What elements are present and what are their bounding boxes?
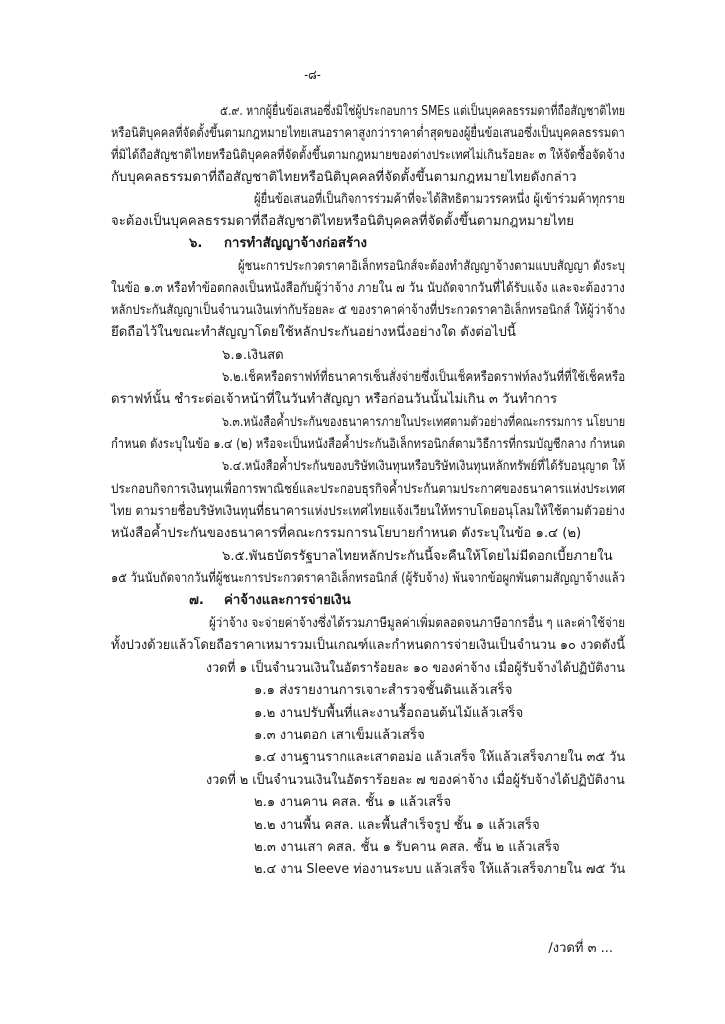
section-7-title: ค่าจ้างและการจ่ายเงิน — [224, 593, 351, 608]
installment-2-heading: งวดที่ ๒ เป็นจำนวนเงินในอัตราร้อยละ ๗ ของค่าจ้าง เมื่อผู้รับจ้างได้ปฏิบัติงาน — [206, 773, 625, 788]
section-6-4-line-2: ประกอบกิจการเงินทุนเพื่อการพาณิชย์และประกอบธุรกิจค้ำประกันตามประกาศของธนาคารแห่งประเทศ — [111, 482, 626, 497]
section-6-3-line-1: ๖.๓.หนังสือค้ำประกันของธนาคารภายในประเทศตามตัวอย่างที่คณะกรรมการ นโยบาย — [222, 415, 626, 430]
installment-1-item-1: ๑.๑ ส่งรายงานการเจาะสำรวจชั้นดินแล้วเสร็จ — [254, 683, 513, 698]
section-6-line-3: หลักประกันสัญญาเป็นจำนวนเงินเท่ากับร้อยละ ๕ ของราคาค่าจ้างที่ประกวดราคาอิเล็กทรอนิกส์ ให้ผู้ว่าจ้าง — [111, 303, 626, 318]
installment-2-item-3: ๒.๓ งานเสา คสล. ชั้น ๑ รับคาน คสล. ชั้น ๒ แล้วเสร็จ — [254, 840, 560, 855]
section-5-9-line-2: หรือนิติบุคคลที่จัดตั้งขึ้นตามกฎหมายไทยเสนอราคาสูงกว่าราคาต่ำสุดของผู้ยื่นข้อเสนอซึ่งเป็นบุคคลธรรมดา — [111, 126, 625, 141]
section-6-5-line-2: ๑๕ วันนับถัดจากวันที่ผู้ชนะการประกวดราคาอิเล็กทรอนิกส์ (ผู้รับจ้าง) พ้นจากข้อผูกพันตามสัญญาจ้างแล้ว — [111, 571, 626, 586]
continuation-footer: /งวดที่ ๓ ... — [548, 941, 613, 956]
section-6-2-line-2: ดราฟท์นั้น ชำระต่อเจ้าหน้าที่ในวันทำสัญญา หรือก่อนวันนั้นไม่เกิน ๓ วันทำการ — [111, 392, 558, 407]
installment-1-item-3: ๑.๓ งานตอก เสาเข็มแล้วเสร็จ — [254, 728, 425, 743]
installment-2-item-4: ๒.๔ งาน Sleeve ท่องานระบบ แล้วเสร็จ ให้แล้วเสร็จภายใน ๗๕ วัน — [254, 862, 626, 877]
section-7-number: ๗. — [189, 593, 204, 608]
section-6-3-line-2: กำหนด ดังระบุในข้อ ๑.๔ (๒) หรือจะเป็นหนังสือค้ำประกันอิเล็กทรอนิกส์ตามวิธีการที่กรมบัญชีกลาง กำหนด — [111, 437, 626, 452]
installment-2-item-1: ๒.๑ งานคาน คสล. ชั้น ๑ แล้วเสร็จ — [254, 795, 452, 810]
section-5-9-line-4: กับบุคคลธรรมดาที่ถือสัญชาติไทยหรือนิติบุคคลที่จัดตั้งขึ้นตามกฎหมายไทยดังกล่าว — [111, 170, 577, 185]
section-6-line-4: ยึดถือไว้ในขณะทำสัญญาโดยใช้หลักประกันอย่างหนึ่งอย่างใด ดังต่อไปนี้ — [111, 325, 516, 340]
section-6-title: การทำสัญญาจ้างก่อสร้าง — [224, 236, 367, 251]
section-5-9-line-1: ๕.๙. หากผู้ยื่นข้อเสนอซึ่งมิใช่ผู้ประกอบการ SMEs แต่เป็นบุคคลธรรมดาที่ถือสัญชาติไทย — [220, 104, 626, 119]
section-6-4-line-3: ไทย ตามรายชื่อบริษัทเงินทุนที่ธนาคารแห่งประเทศไทยแจ้งเวียนให้ทราบโดยอนุโลมให้ใช้ตามตัวอย่าง — [111, 504, 625, 519]
section-7-line-1: ผู้ว่าจ้าง จะจ่ายค่าจ้างซึ่งได้รวมภาษีมูลค่าเพิ่มตลอดจนภาษีอากรอื่น ๆ และค่าใช้จ่าย — [209, 616, 626, 631]
section-6-4-line-1: ๖.๔.หนังสือค้ำประกันของบริษัทเงินทุนหรือบริษัทเงินทุนหลักทรัพย์ที่ได้รับอนุญาต ให้ — [222, 459, 626, 474]
section-6-5-line-1: ๖.๕.พันธบัตรรัฐบาลไทยหลักประกันนี้จะคืนให้โดยไม่มีดอกเบี้ยภายใน — [222, 549, 613, 564]
section-5-9-line-6: จะต้องเป็นบุคคลธรรมดาที่ถือสัญชาติไทยหรือนิติบุคคลที่จัดตั้งขึ้นตามกฎหมายไทย — [111, 214, 574, 229]
section-6-line-1: ผู้ชนะการประกวดราคาอิเล็กทรอนิกส์จะต้องทำสัญญาจ้างตามแบบสัญญา ดังระบุ — [238, 259, 625, 274]
section-6-4-line-4: หนังสือค้ำประกันของธนาคารที่คณะกรรมการนโยบายกำหนด ดังระบุในข้อ ๑.๔ (๒) — [111, 526, 582, 541]
installment-2-item-2: ๒.๒ งานพื้น คสล. และพื้นสำเร็จรูป ชั้น ๑ แล้วเสร็จ — [254, 818, 540, 833]
section-6-1: ๖.๑.เงินสด — [222, 348, 284, 363]
section-6-number: ๖. — [189, 236, 203, 251]
section-5-9-line-5: ผู้ยื่นข้อเสนอที่เป็นกิจการร่วมค้าที่จะได้สิทธิตามวรรคหนึ่ง ผู้เข้าร่วมค้าทุกราย — [254, 192, 626, 207]
section-6-line-2: ในข้อ ๑.๓ หรือทำข้อตกลงเป็นหนังสือกับผู้ว่าจ้าง ภายใน ๗ วัน นับถัดจากวันที่ได้รับแจ้ง และจะต้องวาง — [111, 281, 625, 296]
section-7-line-2: ทั้งปวงด้วยแล้วโดยถือราคาเหมารวมเป็นเกณฑ์และกำหนดการจ่ายเงินเป็นจำนวน ๑๐ งวดดังนี้ — [111, 638, 626, 653]
page-number: -๘- — [304, 68, 321, 83]
installment-1-heading: งวดที่ ๑ เป็นจำนวนเงินในอัตราร้อยละ ๑๐ ของค่าจ้าง เมื่อผู้รับจ้างได้ปฏิบัติงาน — [206, 661, 625, 676]
section-5-9-line-3: ที่มิได้ถือสัญชาติไทยหรือนิติบุคคลที่จัดตั้งขึ้นตามกฎหมายของต่างประเทศไม่เกินร้อยละ ๓ ให้จัดซื้อจัดจ้าง — [111, 148, 625, 163]
section-6-2-line-1: ๖.๒.เช็คหรือดราฟท์ที่ธนาคารเซ็นสั่งจ่ายซึ่งเป็นเช็คหรือดราฟท์ลงวันที่ที่ใช้เช็คหรือ — [222, 370, 626, 385]
installment-1-item-4: ๑.๔ งานฐานรากและเสาตอม่อ แล้วเสร็จ ให้แล้วเสร็จภายใน ๓๕ วัน — [254, 750, 626, 765]
installment-1-item-2: ๑.๒ งานปรับพื้นที่และงานรื้อถอนต้นไม้แล้วเสร็จ — [254, 706, 524, 721]
